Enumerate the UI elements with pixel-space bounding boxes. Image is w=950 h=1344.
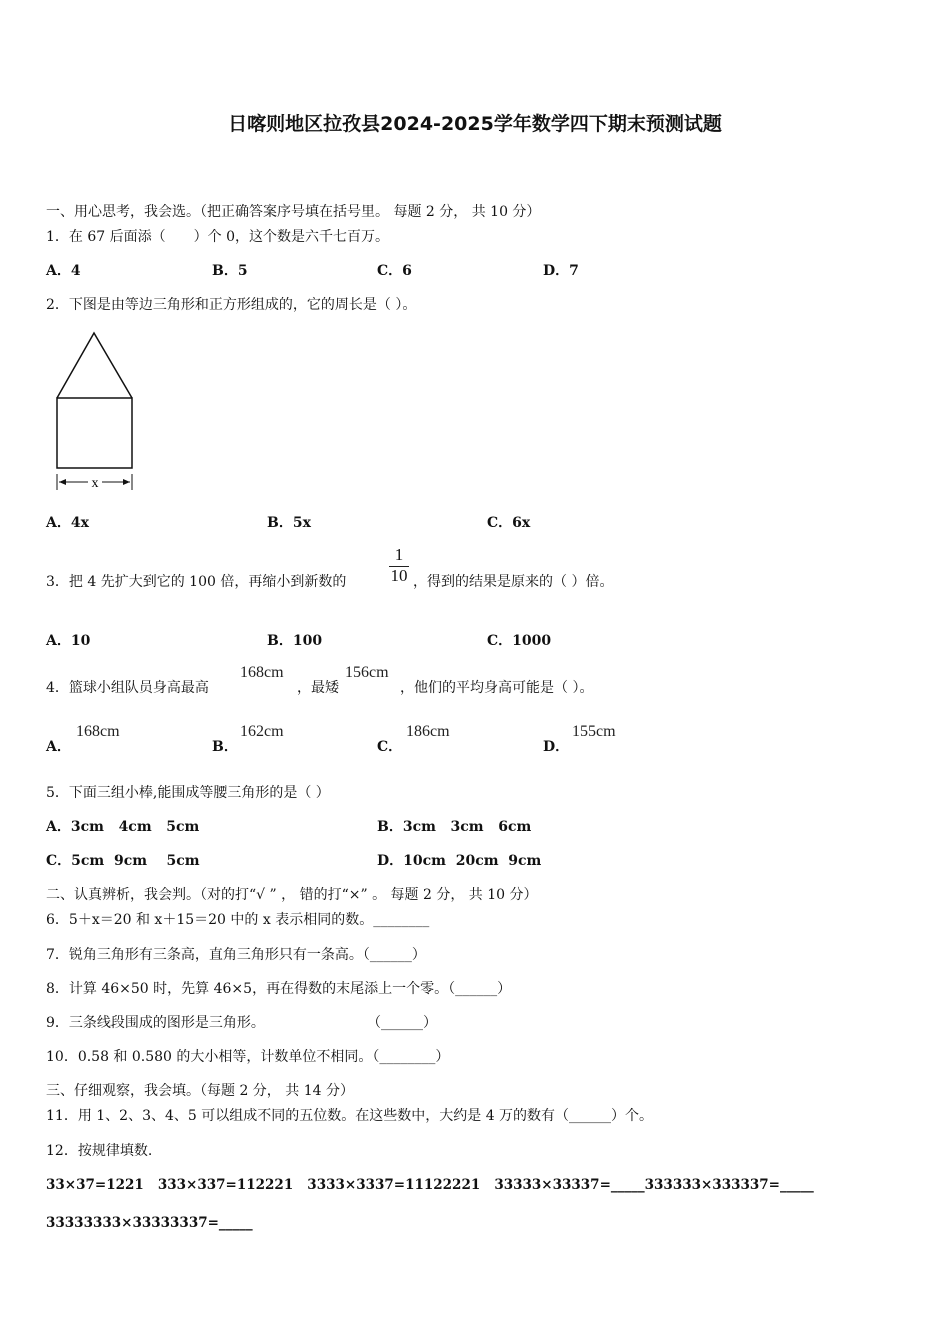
q1-option-d[interactable]: D．7 [543,263,579,279]
q4-option-b-value[interactable]: 162cm [240,723,284,740]
question-5-text: 5．下面三组小棒,能围成等腰三角形的是（ ） [46,785,330,801]
q4-option-a-value[interactable]: 168cm [76,723,120,740]
q4-option-d-value[interactable]: 155cm [572,723,616,740]
q4-option-c-label[interactable]: C． [377,739,403,755]
figure-x-label: x [91,476,99,491]
q2-option-b[interactable]: B．5x [267,515,311,531]
q3-option-b[interactable]: B．100 [267,633,323,649]
question-11-text: 11．用 1、2、3、4、5 可以组成不同的五位数。在这些数中，大约是 4 万的数有（______）个。 [46,1108,654,1124]
q4-max-height: 168cm [240,664,284,681]
q4-option-d-label[interactable]: D． [543,739,570,755]
q5-option-b[interactable]: B．3cm 3cm 6cm [377,819,532,835]
question-4-text-b: ，最矮 [297,680,339,696]
q2-option-c[interactable]: C．6x [487,515,531,531]
section-2-heading: 二、认真辨析，我会判。（对的打“√ ” ， 错的打“×” 。 每题 2 分， 共 10 分） [46,887,538,903]
q3-option-c[interactable]: C．1000 [487,633,552,649]
question-9-text: 9．三条线段围成的图形是三角形。 [46,1015,265,1031]
question-12-sequence-line-2: 33333333×33333337=_____ [46,1215,253,1231]
fraction-numerator: 1 [394,545,404,564]
question-3-text-before: 3．把 4 先扩大到它的 100 倍，再缩小到新数的 [46,574,347,590]
question-12-sequence-line-1: 33×37=1221 333×337=112221 3333×3337=11122221 33333×33337=_____333333×333337=_____ [46,1177,814,1193]
house-figure [50,330,140,495]
question-12-text: 12．按规律填数. [46,1143,153,1159]
fraction-one-tenth [387,546,411,585]
q2-option-a[interactable]: A．4x [46,515,89,531]
question-9-blank[interactable]: （______） [367,1015,437,1031]
q5-option-a[interactable]: A．3cm 4cm 5cm [46,819,200,835]
question-4-text-c: ，他们的平均身高可能是（ ）。 [400,680,594,696]
q5-option-d[interactable]: D．10cm 20cm 9cm [377,853,542,869]
q4-min-height: 156cm [345,664,389,681]
q3-option-a[interactable]: A．10 [46,633,91,649]
question-4-text-a: 4．篮球小组队员身高最高 [46,680,209,696]
question-10-text: 10．0.58 和 0.580 的大小相等，计数单位不相同。（________） [46,1049,450,1065]
question-2-text: 2．下图是由等边三角形和正方形组成的，它的周长是（ ）。 [46,297,417,313]
q1-option-c[interactable]: C．6 [377,263,412,279]
question-3-text-after: ，得到的结果是原来的（ ）倍。 [413,574,614,590]
q4-option-a-label[interactable]: A． [46,739,71,755]
q1-option-b[interactable]: B．5 [212,263,248,279]
section-1-heading: 一、用心思考，我会选。（把正确答案序号填在括号里。 每题 2 分， 共 10 分） [46,204,541,220]
q4-option-b-label[interactable]: B． [212,739,238,755]
section-3-heading: 三、仔细观察，我会填。（每题 2 分， 共 14 分） [46,1083,354,1099]
q5-option-c[interactable]: C．5cm 9cm 5cm [46,853,200,869]
fraction-denominator: 10 [390,566,408,585]
question-6-text: 6．5＋x＝20 和 x＋15＝20 中的 x 表示相同的数。________ [46,912,430,928]
page-title: 日喀则地区拉孜县2024-2025学年数学四下期末预测试题 [228,113,722,135]
q1-option-a[interactable]: A．4 [46,263,81,279]
q4-option-c-value[interactable]: 186cm [406,723,450,740]
question-1-text: 1．在 67 后面添（ ）个 0，这个数是六千七百万。 [46,229,389,245]
question-8-text: 8．计算 46×50 时，先算 46×5，再在得数的末尾添上一个零。（______） [46,981,512,997]
question-7-text: 7．锐角三角形有三条高，直角三角形只有一条高。（______） [46,947,426,963]
